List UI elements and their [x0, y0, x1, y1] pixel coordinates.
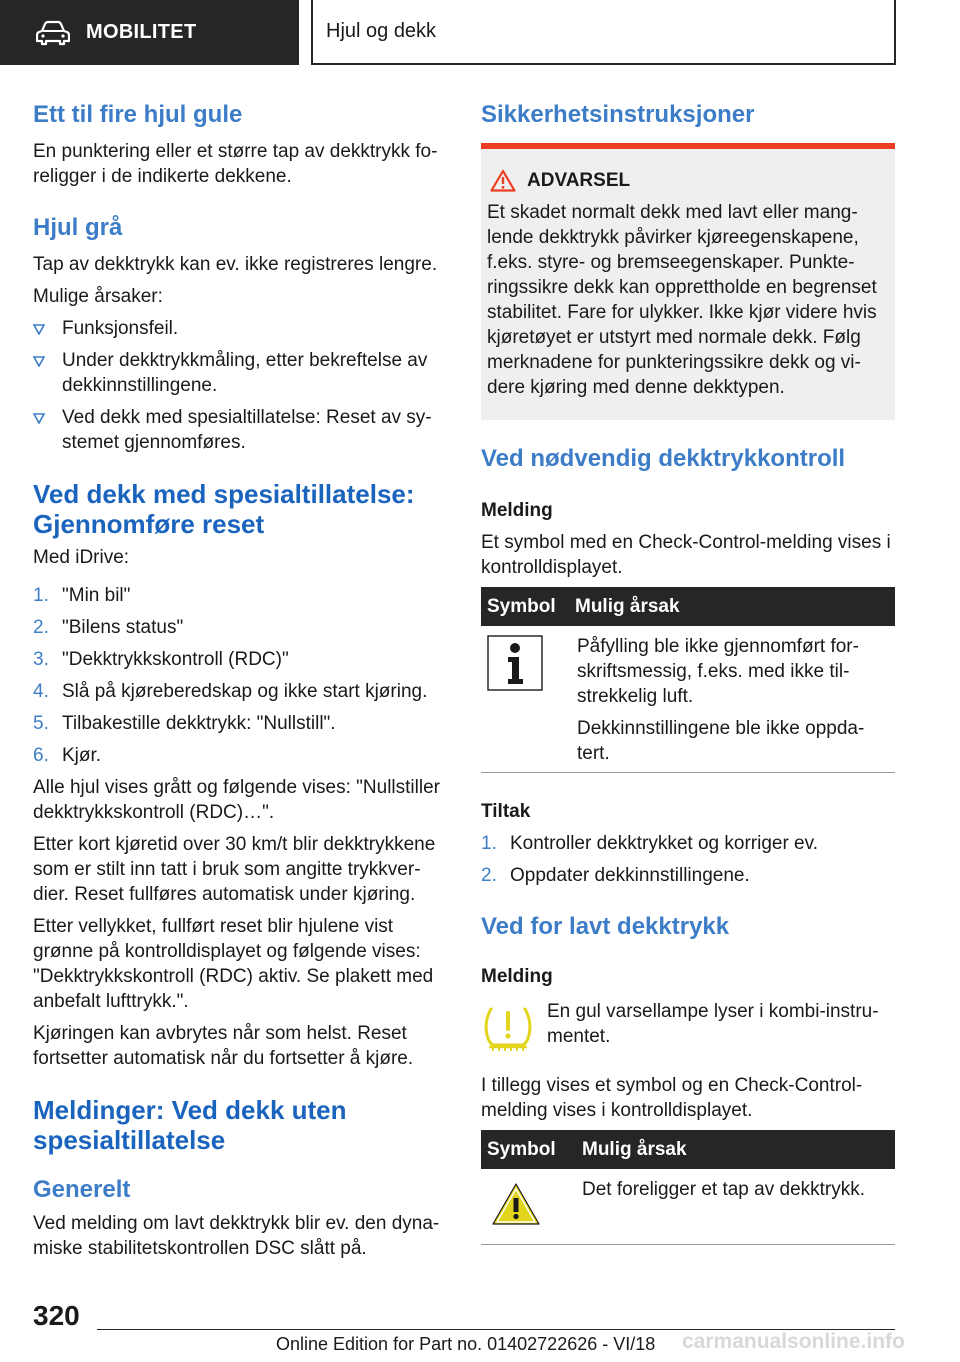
paragraph: Alle hjul vises grått og følgende vises: "Nullstiller dekktrykkskontroll (RDC)…". — [33, 777, 440, 823]
lamp-row — [481, 999, 895, 1053]
table-row — [481, 1169, 895, 1244]
heading-sikkerhetsinstruksjoner: Sikkerhetsinstruksjoner — [481, 101, 755, 128]
list-item: 2. Oppdater dekkinnstillingene. — [481, 865, 750, 886]
watermark: carmanualsonline.info — [682, 1330, 905, 1353]
paragraph: Mulige årsaker: — [33, 286, 163, 307]
section-label: MOBILITET — [86, 21, 197, 43]
tire-pressure-warning-icon — [481, 1003, 535, 1053]
paragraph: Kjøringen kan avbrytes når som helst. Reset fortsetter automatisk når du fortsetter å kjøre. — [33, 1023, 414, 1069]
subheading-melding: Melding — [481, 500, 553, 521]
heading-gjennomfore-reset: Ved dekk med spesialtillatelse: Gjennomføre reset — [33, 479, 415, 539]
footer-edition: Online Edition for Part no. 01402722626 - VI/18 — [276, 1334, 656, 1354]
paragraph: Tap av dekktrykk kan ev. ikke registreres lengre. — [33, 254, 438, 275]
symbol-table — [481, 587, 895, 773]
paragraph: En punktering eller et større tap av dekktrykk foreligger i de indikerte dekkene. — [33, 141, 438, 187]
cause-text: Det foreligger et tap av dekktrykk. — [582, 1179, 866, 1200]
step-list — [481, 831, 895, 888]
chapter-title: Hjul og dekk — [326, 20, 437, 42]
subheading-tiltak: Tiltak — [481, 801, 531, 822]
list-item: Under dekktrykkmåling, etter bekreftelse av dekkinnstillingene. — [33, 348, 445, 398]
cause-text: Påfylling ble ikke gjennomført forskriftsmessig, f.eks. med ikke tilstrekkelig luft. — [577, 636, 859, 707]
paragraph: I tillegg vises et symbol og en Check-Control-melding vises i kontrolldisplayet. — [481, 1075, 863, 1121]
lamp-text: En gul varsellampe lyser i kombi-instrumentet. — [547, 1001, 879, 1047]
heading-generelt: Generelt — [33, 1176, 131, 1203]
header-section-tab — [0, 0, 299, 65]
info-icon — [487, 635, 543, 691]
list-item: Funksjonsfeil. — [33, 316, 445, 341]
list-item: 4. Slå på kjøreberedskap og ikke start kjøring. — [33, 681, 428, 702]
warning-text: Et skadet normalt dekk med lavt eller manglende dekktrykk påvirker kjøreegenskapene, f.eks. styre- og bremseegenskaper. Punkteringssikre dekk kan opprettholde en begrenset stabilitet. Fare for ulykker. Ikke kjør videre hvis kjøretøyet er utstyrt med normale dekk. Følg merknadene for punkteringssikre dekk og videre kjøring med denne dekktypen. — [487, 202, 877, 398]
heading-for-lavt-dekktrykk: Ved for lavt dekktrykk — [481, 913, 730, 940]
list-item: Ved dekk med spesialtillatelse: Reset av systemet gjennomføres. — [33, 405, 445, 455]
warning-triangle-icon — [490, 1181, 542, 1227]
warning-triangle-icon — [490, 169, 516, 192]
step-list — [33, 583, 445, 768]
subheading-melding: Melding — [481, 966, 553, 987]
list-item: 3. "Dekktrykkskontroll (RDC)" — [33, 649, 289, 670]
paragraph: Et symbol med en Check-Control-melding vises i kontrolldisplayet. — [481, 532, 891, 578]
heading-hjul-gra: Hjul grå — [33, 214, 123, 241]
list-item: 2. "Bilens status" — [33, 617, 184, 638]
cause-text: Dekkinnstillingene ble ikke oppdatert. — [577, 718, 865, 764]
paragraph: Ved melding om lavt dekktrykk blir ev. den dynamiske stabilitetskontrollen DSC slått på. — [33, 1213, 440, 1259]
list-item: 6. Kjør. — [33, 745, 102, 766]
paragraph: Etter vellykket, fullført reset blir hjulene vist grønne på kontrolldisplayet og følgende vises: "Dekktrykkskontroll (RDC) aktiv. Se plakett med anbefalt lufttrykk.". — [33, 916, 434, 1012]
car-icon — [36, 20, 70, 46]
list-item: 1. Kontroller dekktrykket og korriger ev. — [481, 833, 818, 854]
right-column — [481, 100, 895, 1245]
bullet-list — [33, 316, 445, 455]
paragraph: Med iDrive: — [33, 547, 130, 568]
warning-title: ADVARSEL — [490, 169, 889, 192]
table-header: Symbol — [481, 1130, 576, 1169]
paragraph: Etter kort kjøretid over 30 km/t blir dekktrykkene som er stilt inn tatt i bruk som angitte trykkverdier. Reset fullføres automatisk under kjøring. — [33, 834, 436, 905]
table-row — [481, 626, 895, 773]
triangle-bullet-icon — [33, 324, 45, 335]
heading-ett-til-fire-hjul: Ett til fire hjul gule — [33, 101, 243, 128]
warning-box — [481, 143, 895, 420]
left-column — [33, 100, 445, 1261]
triangle-bullet-icon — [33, 356, 45, 367]
list-item: 5. Tilbakestille dekktrykk: "Nullstill". — [33, 713, 336, 734]
list-item: 1. "Min bil" — [33, 585, 131, 606]
triangle-bullet-icon — [33, 413, 45, 424]
table-header: Mulig årsak — [576, 1130, 895, 1169]
page-number: 320 — [33, 1300, 80, 1331]
chapter-title-box — [311, 0, 896, 65]
table-header: Mulig årsak — [569, 587, 895, 626]
heading-nodvendig-dekktrykkontroll: Ved nødvendig dekktrykkontroll — [481, 445, 846, 472]
table-header: Symbol — [481, 587, 569, 626]
symbol-table — [481, 1130, 895, 1245]
heading-meldinger: Meldinger: Ved dekk uten spesialtillatelse — [33, 1095, 347, 1155]
